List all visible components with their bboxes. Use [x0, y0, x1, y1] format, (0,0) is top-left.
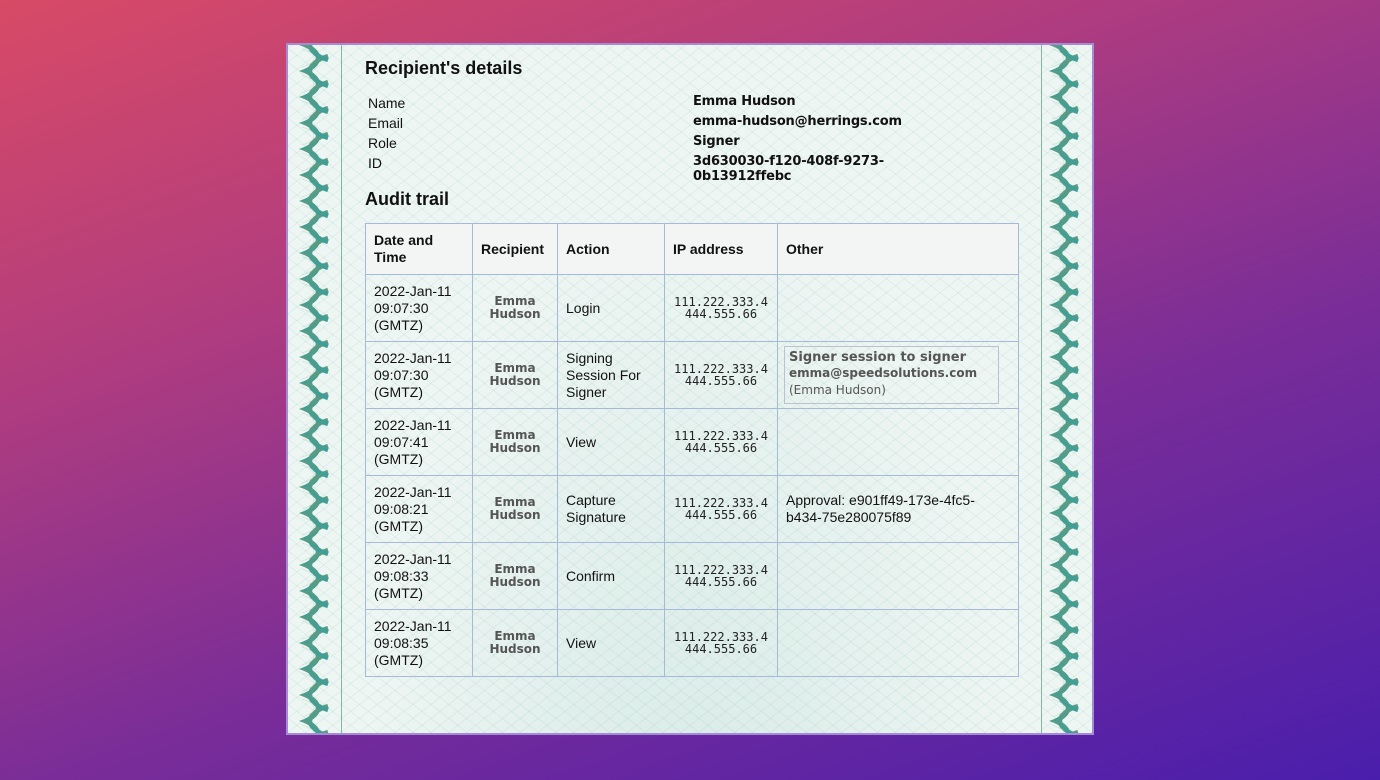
- action-cell: Login: [558, 275, 665, 342]
- detail-row-role: [368, 133, 968, 153]
- note-line-1: Signer session to signer: [789, 350, 966, 365]
- table-row: [366, 409, 1019, 476]
- time: 09:08:21: [374, 500, 429, 517]
- table-header-row: [366, 224, 1019, 275]
- ip-line-1: 111.222.333.4: [674, 295, 768, 309]
- action-cell: View: [558, 610, 665, 677]
- other-cell: [778, 543, 1019, 610]
- recipient-cell: [473, 275, 558, 342]
- ip-line-1: 111.222.333.4: [674, 563, 768, 577]
- recipient-cell: [473, 342, 558, 409]
- header-action: Action: [558, 224, 665, 275]
- recipient-details: [368, 93, 968, 184]
- table-row: [366, 275, 1019, 342]
- recipient-cell: [473, 409, 558, 476]
- recipient-first: Emma: [494, 495, 536, 509]
- other-cell: Approval: e901ff49-173e-4fc5-b434-75e280075f89: [778, 476, 1019, 543]
- ip-line-2: 444.555.66: [684, 508, 758, 522]
- date: 2022-Jan-11: [374, 416, 452, 433]
- date-time-cell: [366, 275, 473, 342]
- recipient-first: Emma: [494, 361, 536, 375]
- recipient-last: Hudson: [489, 575, 541, 589]
- audit-trail-table: [365, 223, 1019, 677]
- recipient-first: Emma: [494, 629, 536, 643]
- header-other: Other: [778, 224, 1019, 275]
- recipient-cell: [473, 610, 558, 677]
- ip-line-2: 444.555.66: [684, 642, 758, 656]
- table-row: [366, 610, 1019, 677]
- action-cell: View: [558, 409, 665, 476]
- right-border-rule: [1041, 45, 1042, 735]
- left-braid-border: [294, 45, 334, 735]
- recipient-first: Emma: [494, 428, 536, 442]
- other-cell: [778, 610, 1019, 677]
- recipient-last: Hudson: [489, 374, 541, 388]
- date-time-cell: [366, 476, 473, 543]
- table-row: [366, 543, 1019, 610]
- date-time-cell: [366, 610, 473, 677]
- header-recipient: Recipient: [473, 224, 558, 275]
- ip-cell: [665, 476, 778, 543]
- detail-value-role: Signer: [693, 134, 740, 149]
- detail-row-email: [368, 113, 968, 133]
- timezone: (GMTZ): [374, 450, 423, 467]
- signer-session-note: [784, 346, 999, 404]
- audit-trail-title: Audit trail: [365, 189, 449, 209]
- date: 2022-Jan-11: [374, 282, 452, 299]
- ip-cell: [665, 275, 778, 342]
- audit-certificate-page: [286, 43, 1094, 735]
- date-time-cell: [366, 342, 473, 409]
- ip-line-2: 444.555.66: [684, 575, 758, 589]
- ip-line-1: 111.222.333.4: [674, 429, 768, 443]
- time: 09:08:35: [374, 634, 429, 651]
- time: 09:08:33: [374, 567, 429, 584]
- recipient-details-title: Recipient's details: [365, 58, 523, 78]
- recipient-last: Hudson: [489, 642, 541, 656]
- ip-line-1: 111.222.333.4: [674, 496, 768, 510]
- detail-label: Role: [368, 135, 397, 151]
- date: 2022-Jan-11: [374, 550, 452, 567]
- recipient-first: Emma: [494, 562, 536, 576]
- ip-line-1: 111.222.333.4: [674, 362, 768, 376]
- detail-label: Name: [368, 95, 406, 111]
- timezone: (GMTZ): [374, 517, 423, 534]
- header-date-time: Date and Time: [366, 224, 473, 275]
- detail-value-email: emma-hudson@herrings.com: [693, 114, 902, 129]
- header-ip-address: IP address: [665, 224, 778, 275]
- timezone: (GMTZ): [374, 316, 423, 333]
- ip-cell: [665, 543, 778, 610]
- table-row: [366, 342, 1019, 409]
- date: 2022-Jan-11: [374, 349, 452, 366]
- ip-cell: [665, 342, 778, 409]
- left-border-rule: [341, 45, 342, 735]
- recipient-last: Hudson: [489, 508, 541, 522]
- detail-row-id: [368, 153, 968, 184]
- recipient-cell: [473, 476, 558, 543]
- note-line-3: (Emma Hudson): [789, 383, 886, 397]
- ip-line-1: 111.222.333.4: [674, 630, 768, 644]
- recipient-first: Emma: [494, 294, 536, 308]
- detail-value-id: 3d630030-f120-408f-9273-0b13912ffebc: [693, 154, 884, 184]
- recipient-last: Hudson: [489, 307, 541, 321]
- ip-line-2: 444.555.66: [684, 374, 758, 388]
- ip-line-2: 444.555.66: [684, 441, 758, 455]
- date-time-cell: [366, 543, 473, 610]
- action-cell: Confirm: [558, 543, 665, 610]
- recipient-last: Hudson: [489, 441, 541, 455]
- detail-value-name: Emma Hudson: [693, 94, 796, 109]
- date: 2022-Jan-11: [374, 617, 452, 634]
- time: 09:07:41: [374, 433, 429, 450]
- time: 09:07:30: [374, 366, 429, 383]
- detail-label: Email: [368, 115, 404, 131]
- time: 09:07:30: [374, 299, 429, 316]
- detail-label: ID: [368, 155, 382, 171]
- ip-cell: [665, 610, 778, 677]
- recipient-cell: [473, 543, 558, 610]
- timezone: (GMTZ): [374, 584, 423, 601]
- timezone: (GMTZ): [374, 651, 423, 668]
- action-cell: Signing Session For Signer: [558, 342, 665, 409]
- other-cell: [778, 275, 1019, 342]
- date-time-cell: [366, 409, 473, 476]
- detail-row-name: [368, 93, 968, 113]
- date: 2022-Jan-11: [374, 483, 452, 500]
- other-cell: [778, 409, 1019, 476]
- timezone: (GMTZ): [374, 383, 423, 400]
- ip-cell: [665, 409, 778, 476]
- other-cell: [778, 342, 1019, 409]
- right-braid-border: [1044, 45, 1084, 735]
- action-cell: Capture Signature: [558, 476, 665, 543]
- note-line-2: emma@speedsolutions.com: [789, 366, 978, 380]
- table-row: [366, 476, 1019, 543]
- ip-line-2: 444.555.66: [684, 307, 758, 321]
